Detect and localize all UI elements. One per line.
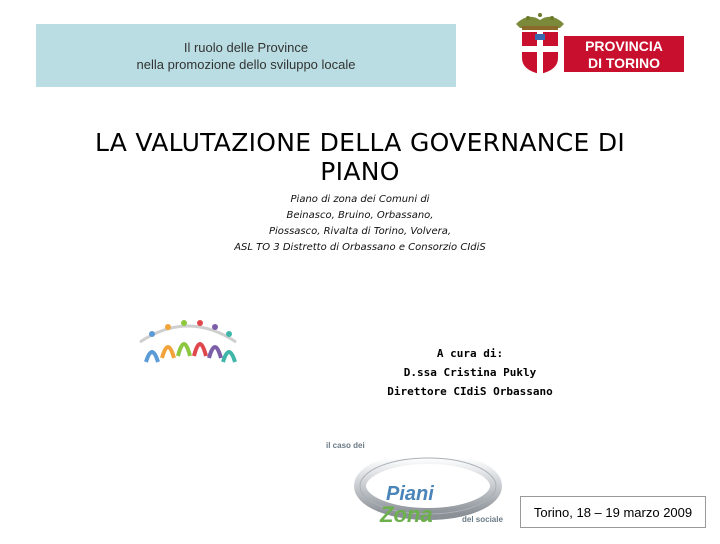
date-box [520, 496, 706, 528]
subtitle-line-3: Piossasco, Rivalta di Torino, Volvera, [268, 226, 452, 237]
logo-text-line-2: DI TORINO [587, 55, 661, 71]
piani-zona-logo-icon [318, 438, 518, 540]
title-line-2: PIANO [320, 157, 400, 186]
title-line-1: LA VALUTAZIONE DELLA GOVERNANCE DI [94, 128, 626, 157]
subtitle [160, 192, 560, 256]
header-line-1: Il ruolo delle Province [183, 39, 309, 55]
provincia-torino-crest-icon [508, 10, 688, 78]
piani-top-text: il caso dei [326, 441, 365, 450]
header-line-2: nella promozione dello sviluppo locale [136, 56, 356, 72]
author-line-3: Direttore CIdiS Orbassano [387, 385, 553, 398]
piani-zona-logo [318, 438, 518, 540]
zona-word: Zona [380, 502, 433, 527]
subtitle-line-4: ASL TO 3 Distretto di Orbassano e Consorzio CIdiS [234, 242, 486, 253]
logo-text-line-1: PROVINCIA [585, 38, 663, 54]
shield-icon [522, 32, 558, 74]
subtitle-line-1: Piano di zona dei Comuni di [290, 194, 430, 205]
author-line-1: A cura di: [436, 347, 504, 360]
date-text: Torino, 18 – 19 marzo 2009 [533, 504, 693, 520]
crown-icon [516, 13, 564, 30]
people-arch-icon [136, 312, 240, 368]
author-block [360, 344, 580, 401]
page-title [40, 128, 680, 186]
author-line-2: D.ssa Cristina Pukly [403, 366, 537, 379]
header-box [36, 24, 456, 87]
piani-word: Piani [386, 483, 434, 505]
piani-bottom-text: del sociale [462, 515, 503, 524]
subtitle-line-2: Beinasco, Bruino, Orbassano, [286, 210, 434, 221]
people-logo [136, 312, 240, 368]
provincia-logo [508, 10, 688, 78]
